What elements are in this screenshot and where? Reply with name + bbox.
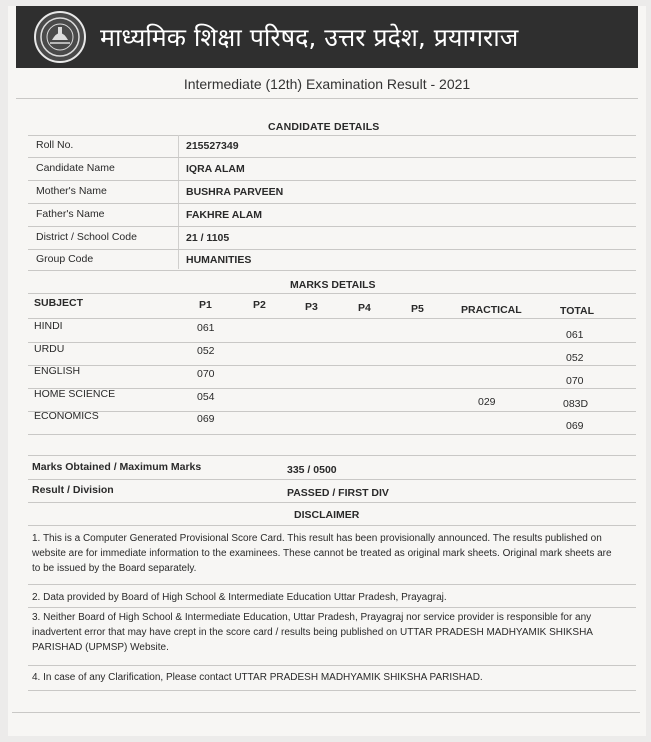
divider bbox=[28, 203, 636, 204]
divider bbox=[28, 293, 636, 294]
candidate-name-label: Candidate Name bbox=[36, 162, 115, 174]
divider bbox=[28, 342, 636, 343]
p1-cell: 070 bbox=[197, 368, 215, 380]
marks-obtained-label: Marks Obtained / Maximum Marks bbox=[32, 461, 202, 473]
divider bbox=[28, 690, 636, 691]
divider bbox=[28, 455, 636, 456]
divider bbox=[28, 135, 636, 136]
divider bbox=[28, 157, 636, 158]
header-total: TOTAL bbox=[560, 305, 595, 317]
divider bbox=[28, 434, 636, 435]
subject-cell: URDU bbox=[34, 343, 65, 355]
disclaimer-item: 2. Data provided by Board of High School & Intermediate Education Uttar Pradesh, Prayagraj. bbox=[32, 592, 447, 603]
p1-cell: 061 bbox=[197, 322, 215, 334]
disclaimer-title: DISCLAIMER bbox=[294, 509, 360, 521]
district-school-code-label: District / School Code bbox=[36, 231, 137, 243]
marks-obtained-value: 335 / 0500 bbox=[287, 464, 337, 476]
disclaimer-item: 1. This is a Computer Generated Provisional Score Card. This result has been provisionally announced. The results published on website are for immediate information to the examinees. These cannot be treated as original mark sheets. Original mark sheets are to be issued by the Board separately. bbox=[32, 533, 612, 574]
subject-cell: ENGLISH bbox=[34, 365, 81, 377]
divider bbox=[28, 318, 636, 319]
subject-cell: HINDI bbox=[34, 320, 63, 332]
divider bbox=[28, 411, 636, 412]
divider bbox=[28, 502, 636, 503]
roll-no-value: 215527349 bbox=[186, 140, 239, 152]
total-cell: 061 bbox=[566, 329, 584, 341]
header-p3: P3 bbox=[305, 301, 318, 313]
board-emblem-icon bbox=[34, 11, 86, 63]
disclaimer-item: 3. Neither Board of High School & Intermediate Education, Uttar Pradesh, Prayagraj nor service provider is responsible for any inadvertent error that may have crept in the score card / results being published on UTTAR PRADESH MADHYAMIK SHIKSHA PARISHAD (UPMSP) Website. bbox=[32, 612, 593, 653]
group-code-value: HUMANITIES bbox=[186, 254, 252, 266]
candidate-name-value: IQRA ALAM bbox=[186, 163, 245, 175]
divider bbox=[28, 525, 636, 526]
p1-cell: 052 bbox=[197, 345, 215, 357]
subject-cell: ECONOMICS bbox=[34, 410, 99, 422]
divider bbox=[28, 249, 636, 250]
divider bbox=[28, 665, 636, 666]
candidate-section-title: CANDIDATE DETAILS bbox=[268, 121, 380, 133]
header-banner bbox=[16, 6, 638, 68]
result-division-label: Result / Division bbox=[32, 484, 114, 496]
header-subject: SUBJECT bbox=[34, 297, 84, 309]
board-name: माध्यमिक शिक्षा परिषद, उत्तर प्रदेश, प्रयागराज bbox=[100, 23, 519, 52]
marks-section-title: MARKS DETAILS bbox=[290, 279, 376, 291]
disclaimer-item: 4. In case of any Clarification, Please contact UTTAR PRADESH MADHYAMIK SHIKSHA PARISHAD. bbox=[32, 672, 483, 683]
page-bottom-border bbox=[12, 712, 640, 713]
district-school-code-value: 21 / 1105 bbox=[186, 232, 230, 244]
mothers-name-label: Mother's Name bbox=[36, 185, 107, 197]
result-division-value: PASSED / FIRST DIV bbox=[287, 487, 389, 499]
total-cell: 070 bbox=[566, 375, 584, 387]
divider bbox=[28, 388, 636, 389]
mothers-name-value: BUSHRA PARVEEN bbox=[186, 186, 284, 198]
p1-cell: 054 bbox=[197, 391, 215, 403]
divider bbox=[28, 607, 636, 608]
header-p2: P2 bbox=[253, 299, 266, 311]
practical-cell: 029 bbox=[478, 396, 496, 408]
total-cell: 052 bbox=[566, 352, 584, 364]
subject-cell: HOME SCIENCE bbox=[34, 388, 116, 400]
divider bbox=[28, 365, 636, 366]
total-cell: 083D bbox=[563, 398, 589, 410]
roll-no-label: Roll No. bbox=[36, 139, 74, 151]
exam-title: Intermediate (12th) Examination Result - 2021 bbox=[16, 68, 638, 99]
group-code-label: Group Code bbox=[36, 253, 94, 265]
header-practical: PRACTICAL bbox=[461, 304, 522, 316]
divider bbox=[28, 180, 636, 181]
total-cell: 069 bbox=[566, 420, 584, 432]
fathers-name-value: FAKHRE ALAM bbox=[186, 209, 263, 221]
header-p4: P4 bbox=[358, 302, 371, 314]
header-p5: P5 bbox=[411, 303, 424, 315]
header-p1: P1 bbox=[199, 299, 212, 311]
divider bbox=[28, 479, 636, 480]
fathers-name-label: Father's Name bbox=[36, 208, 105, 220]
divider bbox=[28, 270, 636, 271]
p1-cell: 069 bbox=[197, 413, 215, 425]
divider bbox=[28, 226, 636, 227]
divider bbox=[28, 584, 636, 585]
